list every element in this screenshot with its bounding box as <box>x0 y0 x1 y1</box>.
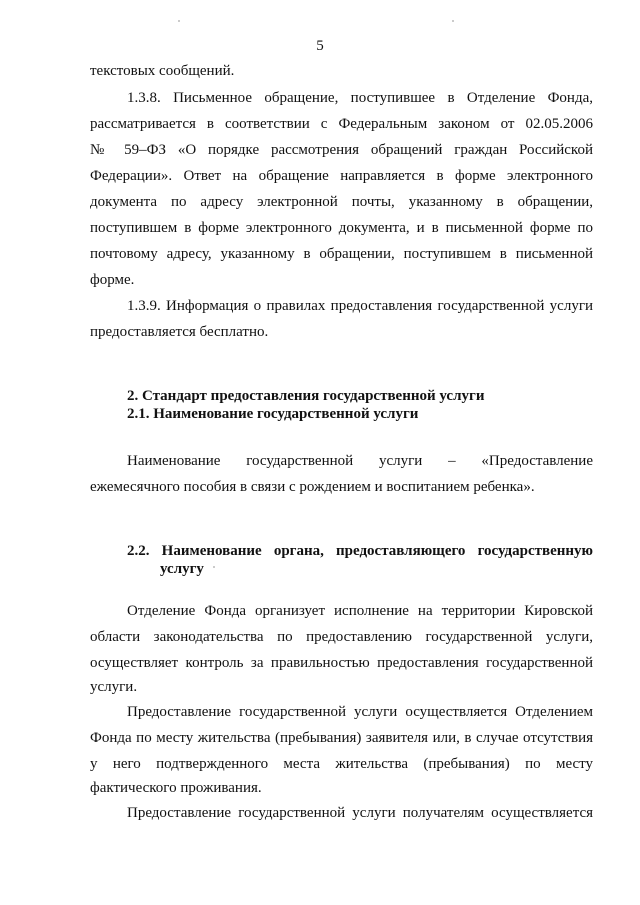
text-line: у него подтвержденного места жительства (пребывания) по месту <box>90 756 593 772</box>
text-line: осуществляет контроль за правильностью предоставления государственной <box>90 655 593 671</box>
text-line: Фонда по месту жительства (пребывания) заявителя или, в случае отсутствия <box>90 730 593 746</box>
section-heading: 2. Стандарт предоставления государственной услуги <box>127 388 485 404</box>
text-line: рассматривается в соответствии с Федеральным законом от 02.05.2006 <box>90 116 593 132</box>
text-line: № 59–ФЗ «О порядке рассмотрения обращений граждан Российской <box>90 142 593 158</box>
text-line: Предоставление государственной услуги осуществляется Отделением <box>127 704 593 720</box>
text-line: почтовому адресу, указанному в обращении, поступившем в письменной <box>90 246 593 262</box>
text-line: фактического проживания. <box>90 780 262 796</box>
scan-artifact <box>178 20 180 22</box>
text-line: услуги. <box>90 679 138 695</box>
text-line: области законодательства по предоставлению государственной услуги, <box>90 629 593 645</box>
text-line: 1.3.9. Информация о правилах предоставления государственной услуги <box>127 298 593 314</box>
text-line: ежемесячного пособия в связи с рождением и воспитанием ребенка». <box>90 479 535 495</box>
text-line: Федерации». Ответ на обращение направляется в форме электронного <box>90 168 593 184</box>
text-line: документа по адресу электронной почты, указанному в обращении, <box>90 194 593 210</box>
text-line: поступившем в форме электронного документа, и в письменной форме по <box>90 220 593 236</box>
subsection-heading: услугу <box>160 561 204 577</box>
text-line: Предоставление государственной услуги получателям осуществляется <box>127 805 593 821</box>
text-line: 1.3.8. Письменное обращение, поступившее в Отделение Фонда, <box>127 90 593 106</box>
subsection-heading: 2.2. Наименование органа, предоставляющего государственную <box>127 543 593 559</box>
subsection-heading: 2.1. Наименование государственной услуги <box>127 406 419 422</box>
text-line: предоставляется бесплатно. <box>90 324 269 340</box>
page-number: 5 <box>316 38 324 54</box>
text-line: форме. <box>90 272 135 288</box>
scan-artifact <box>452 20 454 22</box>
text-line: Наименование государственной услуги – «Предоставление <box>127 453 593 469</box>
text-line: текстовых сообщений. <box>90 63 235 79</box>
scan-artifact <box>213 566 215 568</box>
text-line: Отделение Фонда организует исполнение на территории Кировской <box>127 603 593 619</box>
